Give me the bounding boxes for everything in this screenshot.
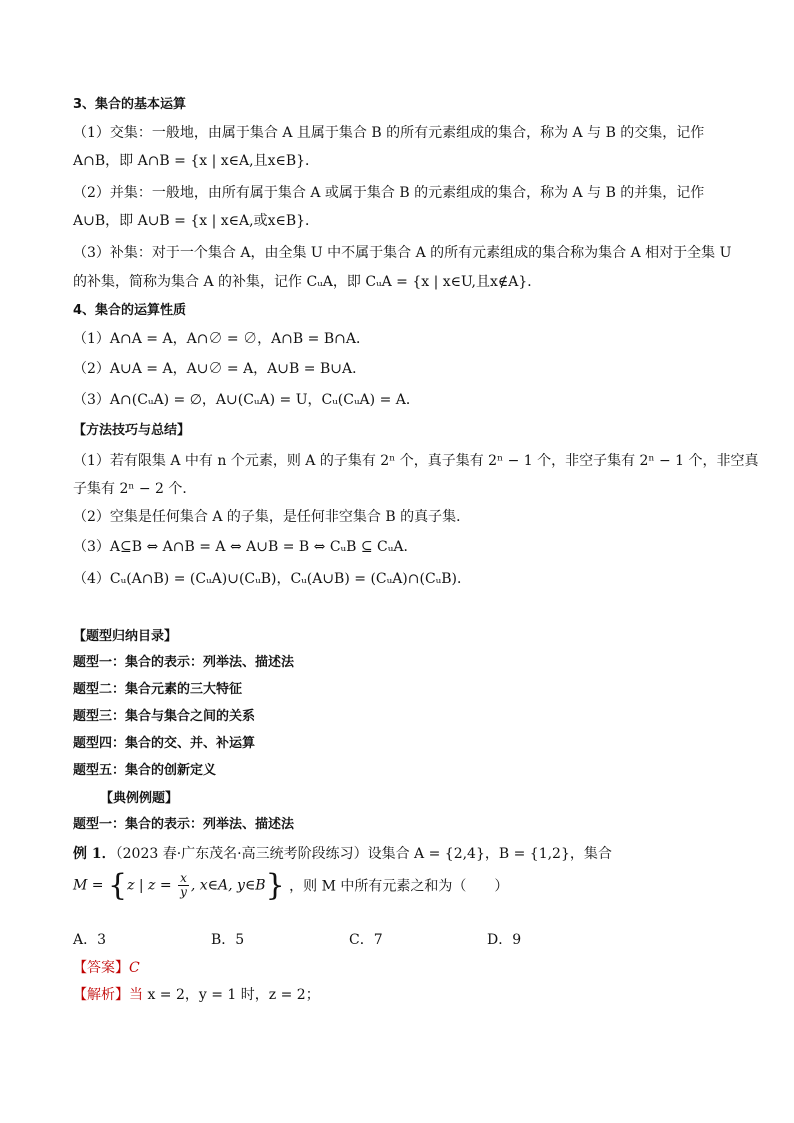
option-a: A．3 <box>73 932 107 948</box>
m-set-left: z | z = <box>127 877 172 894</box>
option-b: B．5 <box>211 932 245 948</box>
complement-formula: 的补集，简称为集合 A 的补集，记作 CᵤA，即 CᵤA = {x | x∈U,且x∉A}． <box>73 274 542 290</box>
m-set-right: , x∈A, y∈B <box>190 877 266 894</box>
catalog-item-2: 题型二：集合元素的三大特征 <box>73 682 243 697</box>
option-d: D．9 <box>487 932 522 948</box>
answer-value: C <box>129 960 140 976</box>
analysis-line <box>73 985 734 1005</box>
option-c: C．7 <box>349 932 383 948</box>
catalog-item-5: 题型五：集合的创新定义 <box>73 763 217 778</box>
catalog-item-3: 题型三：集合与集合之间的关系 <box>73 709 256 724</box>
left-brace: { <box>107 868 128 903</box>
section-3-heading: 3、集合的基本运算 <box>73 97 187 112</box>
analysis-text: x = 2，y = 1 时，z = 2； <box>143 987 320 1003</box>
union-definition: （2）并集：一般地，由所有属于集合 A 或属于集合 B 的元素组成的集合，称为 A 与 B 的并集，记作 <box>73 185 705 201</box>
analysis-label: 【解析】 <box>73 987 129 1003</box>
examples-heading: 【典例例题】 <box>100 791 179 806</box>
m-suffix: ，则 M 中所有元素之和为（ ） <box>289 878 509 895</box>
fraction-denominator: y <box>180 885 187 899</box>
fraction-x-over-y <box>178 872 189 899</box>
catalog-item-1: 题型一：集合的表示：列举法、描述法 <box>73 655 295 670</box>
method-4: （4）Cᵤ(A∩B) = (CᵤA)∪(CᵤB)，Cᵤ(A∪B) = (CᵤA)∩(CᵤB)． <box>73 571 472 587</box>
property-1: （1）A∩A = A，A∩∅ = ∅，A∩B = B∩A． <box>73 331 370 347</box>
fraction-numerator: x <box>180 871 187 885</box>
method-2: （2）空集是任何集合 A 的子集，是任何非空集合 B 的真子集． <box>73 509 471 525</box>
m-prefix: M = <box>73 877 104 894</box>
example-1-label: 例 1． <box>73 846 116 862</box>
section-4-heading: 4、集合的运算性质 <box>73 303 187 318</box>
example-1-stem <box>73 844 734 864</box>
catalog-item-4: 题型四：集合的交、并、补运算 <box>73 736 256 751</box>
catalog-heading: 【题型归纳目录】 <box>73 629 178 644</box>
methods-heading: 【方法技巧与总结】 <box>73 423 191 438</box>
answer-options <box>73 930 734 950</box>
union-formula: A∪B，即 A∪B = {x | x∈A,或x∈B}． <box>73 213 320 229</box>
right-brace: } <box>265 868 285 903</box>
example-1-text: （2023 春·广东茂名·高三统考阶段练习）设集合 A = {2,4}，B = {1,2}，集合 <box>115 846 612 862</box>
complement-definition: （3）补集：对于一个集合 A，由全集 U 中不属于集合 A 的所有元素组成的集合称为集合 A 相对于全集 U <box>73 245 732 261</box>
intersection-definition: （1）交集：一般地，由属于集合 A 且属于集合 B 的所有元素组成的集合，称为 A 与 B 的交集，记作 <box>73 125 705 141</box>
method-1-line-1: （1）若有限集 A 中有 n 个元素，则 A 的子集有 2ⁿ 个，真子集有 2ⁿ − 1 个，非空子集有 2ⁿ − 1 个，非空真 <box>73 453 759 469</box>
answer-line <box>73 958 734 978</box>
property-2: （2）A∪A = A，A∪∅ = A，A∪B = B∪A． <box>73 361 367 377</box>
property-3: （3）A∩(CᵤA) = ∅，A∪(CᵤA) = U，Cᵤ(CᵤA) = A． <box>73 392 420 408</box>
method-1-line-2: 子集有 2ⁿ − 2 个． <box>73 481 197 497</box>
example-type-1-heading: 题型一：集合的表示：列举法、描述法 <box>73 817 295 832</box>
answer-label: 【答案】 <box>73 960 129 976</box>
set-m-definition <box>73 868 508 912</box>
analysis-text-red: 当 <box>129 987 143 1003</box>
intersection-formula: A∩B，即 A∩B = {x | x∈A,且x∈B}． <box>73 153 320 169</box>
method-3: （3）A⊆B ⇔ A∩B = A ⇔ A∪B = B ⇔ CᵤB ⊆ CᵤA． <box>73 539 418 555</box>
